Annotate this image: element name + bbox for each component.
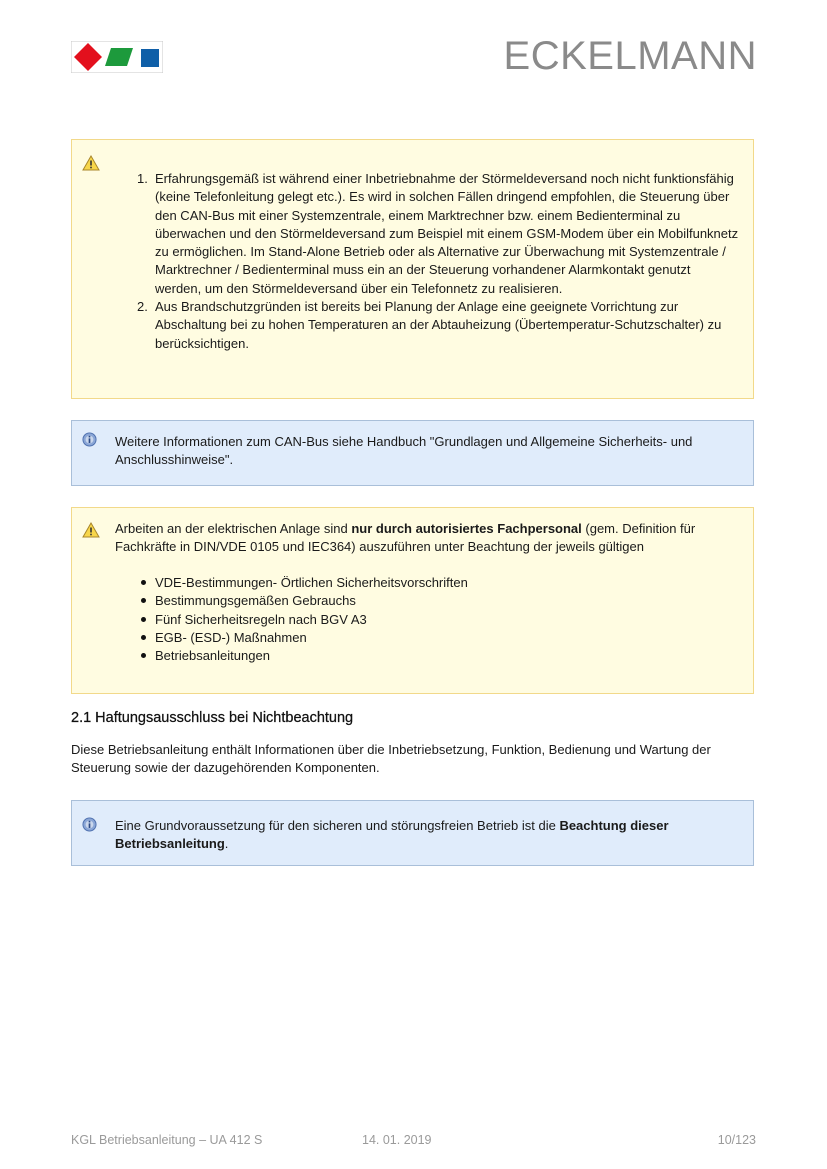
regulation-bullet-list bbox=[155, 574, 735, 665]
footer-page-number: 10/123 bbox=[717, 1133, 756, 1147]
info-box-prerequisite bbox=[71, 800, 754, 866]
warning-box-startup bbox=[71, 139, 754, 399]
footer-document-title: KGL Betriebsanleitung – UA 412 S bbox=[71, 1133, 263, 1147]
section-heading: 2.1 Haftungsausschluss bei Nichtbeachtung bbox=[71, 710, 354, 726]
list-item: Bestimmungsgemäßen Gebrauchs bbox=[155, 592, 735, 610]
info-box-can-bus bbox=[71, 420, 754, 486]
list-item: 1. Erfahrungsgemäß ist während einer Inbetriebnahme der Störmeldeversand noch nicht funktionsfähig (keine Telefonleitung gelegt etc.). Es wird in solchen Fällen dringend empfohlen, die Steuerung über den CAN-Bus mit einer Systemzentrale, einem Marktrechner bzw. einem Bedienterminal zu überwachen und den Störmeldeversand zum Beispiel mit einem GSM-Modem über ein Mobilfunknetz zu ermöglichen. Im Stand-Alone Betrieb oder als Alternative zur Überwachung mit Systemzentrale / Marktrechner / Bedienterminal muss ein an der Steuerung vorhandener Alarmkontakt genutzt werden, um den Störmeldeversand über ein Telefonnetz zu realisieren. bbox=[137, 171, 739, 296]
list-item: Betriebsanleitungen bbox=[155, 647, 735, 665]
list-item: Fünf Sicherheitsregeln nach BGV A3 bbox=[155, 611, 735, 629]
section-paragraph: Diese Betriebsanleitung enthält Informationen über die Inbetriebsetzung, Funktion, Bedienung und Wartung der Steuerung sowie der dazugehörenden Komponenten. bbox=[71, 742, 711, 776]
list-item: 2. Aus Brandschutzgründen ist bereits bei Planung der Anlage eine geeignete Vorrichtung zur Abschaltung bei zu hohen Temperaturen an der Abtauheizung (Übertemperatur-Schutzschalter) zu berücksichtigen. bbox=[137, 299, 722, 351]
list-item: VDE-Bestimmungen- Örtlichen Sicherheitsvorschriften bbox=[155, 574, 735, 592]
warning-icon bbox=[82, 522, 100, 538]
list-item: EGB- (ESD-) Maßnahmen bbox=[155, 629, 735, 647]
warning-icon bbox=[82, 155, 100, 171]
warning-box-electrical bbox=[71, 507, 754, 694]
eckelmann-logo-mark bbox=[71, 41, 163, 73]
brand-wordmark: ECKELMANN bbox=[503, 34, 757, 78]
emphasis-text: nur durch autorisiertes Fachpersonal bbox=[351, 521, 582, 536]
info-text: Weitere Informationen zum CAN-Bus siehe Handbuch "Grundlagen und Allgemeine Sicherheits- und Anschlusshinweise". bbox=[115, 434, 693, 468]
electrical-warning-intro: Arbeiten an der elektrischen Anlage sind nur durch autorisiertes Fachpersonal (gem. Definition für Fachkräfte in DIN/VDE 0105 und IEC364) auszuführen unter Beachtung der jeweils gültigen bbox=[115, 521, 696, 555]
info-icon bbox=[82, 432, 97, 447]
footer-date: 14. 01. 2019 bbox=[362, 1133, 432, 1147]
info-text: Eine Grundvoraussetzung für den sicheren und störungsfreien Betrieb ist die Beachtung dieser Betriebsanleitung. bbox=[115, 818, 669, 852]
logo-blue-square bbox=[141, 49, 159, 67]
emphasis-text: Beachtung dieser Betriebsanleitung bbox=[115, 818, 669, 852]
warning-numbered-list bbox=[137, 170, 740, 353]
info-icon bbox=[82, 817, 97, 832]
